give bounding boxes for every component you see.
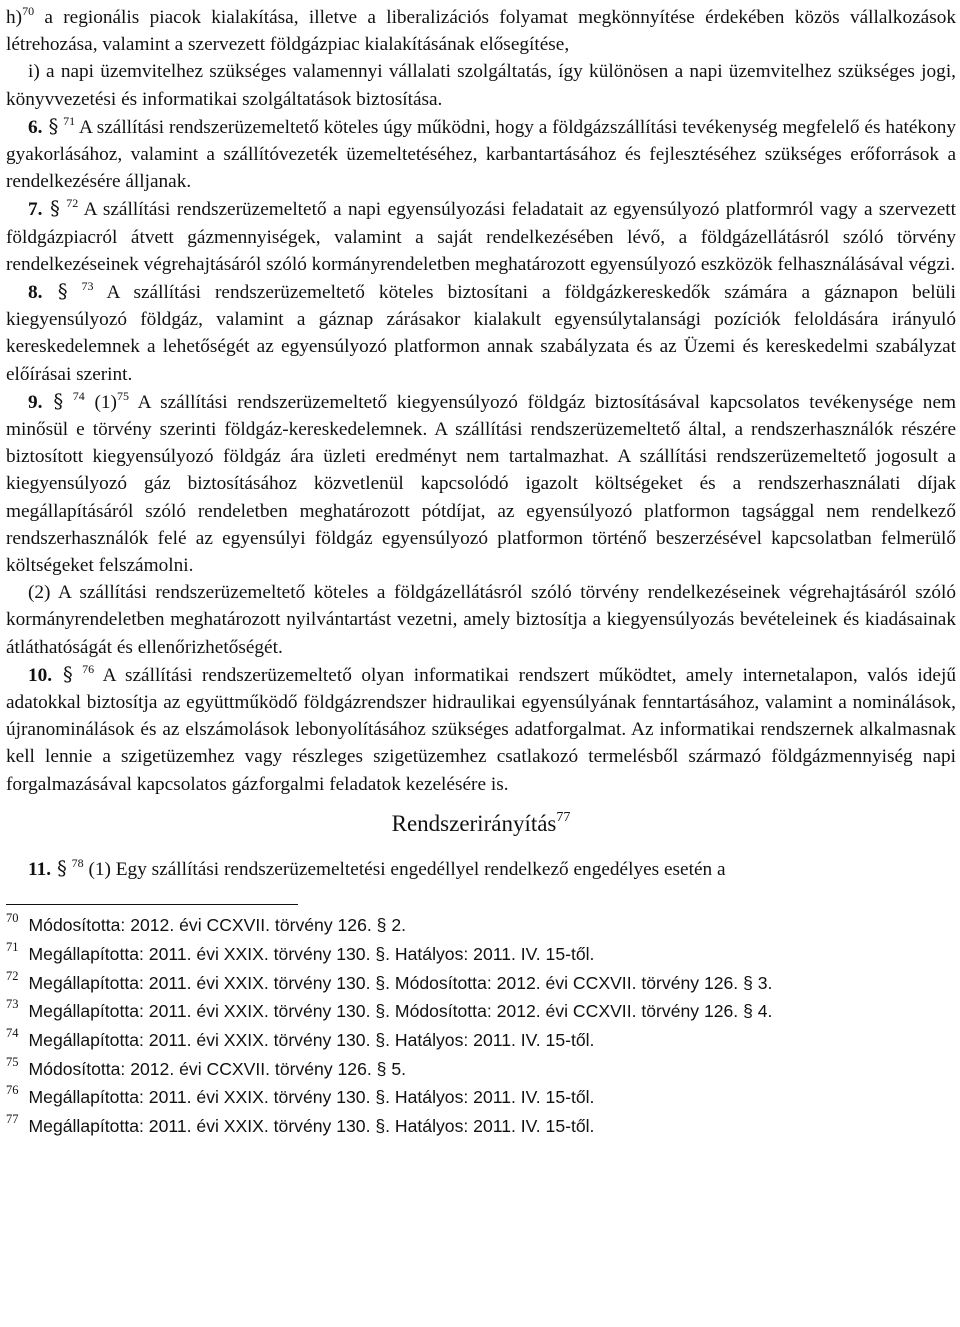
footnote-number: 76 bbox=[6, 1083, 19, 1098]
footnote-number: 74 bbox=[6, 1025, 19, 1040]
section-11-number: 11. bbox=[28, 858, 52, 880]
section-7 bbox=[6, 195, 956, 278]
footnote-text: Megállapította: 2011. évi XXIX. törvény 130. §. Módosította: 2012. évi CCXVII. törvény 126. § 3. bbox=[28, 972, 773, 993]
section-6 bbox=[6, 113, 956, 196]
footnote-number: 75 bbox=[6, 1054, 19, 1069]
section-11-symbol: § bbox=[51, 856, 67, 880]
paragraph-h bbox=[6, 4, 956, 58]
footnote-ref-78[interactable]: 78 bbox=[71, 855, 84, 870]
section-8 bbox=[6, 278, 956, 388]
footnote-77 bbox=[6, 1112, 956, 1141]
section-9 bbox=[6, 388, 956, 579]
section-10-text: A szállítási rendszerüzemeltető olyan informatikai rendszert működtet, amely internetalapon, valós idejű adatokkal biztosítja az együttműködő földgázrendszer hidraulikai egyensúlyának fenntartásához, valamint a nominálások, újranominálások és az elszámolások lebonyolításához szükséges adatforgalmat. Az informatikai rendszernek alkalmasnak kell lennie a szigetüzemhez vagy részleges szigetüzemhez csatlakozó termelésből származó földgázmennyiség napi forgalmazásával kapcsolatos gázforgalmi feladatok kezelésére is. bbox=[6, 664, 956, 795]
document-page bbox=[6, 4, 956, 1141]
footnote-ref-73[interactable]: 73 bbox=[81, 279, 94, 294]
footnote-ref-70[interactable]: 70 bbox=[22, 4, 35, 18]
section-9-symbol: § bbox=[42, 389, 64, 413]
section-10-symbol: § bbox=[52, 662, 73, 686]
paragraph-i-text: i) a napi üzemvitelhez szükséges valamennyi vállalati szolgáltatás, így különösen a napi üzemvitelhez szükséges jogi, könyvvezetési és informatikai szolgáltatások biztosítása. bbox=[6, 61, 956, 110]
footnote-text: Módosította: 2012. évi CCXVII. törvény 126. § 5. bbox=[28, 1058, 406, 1079]
footnote-72 bbox=[6, 969, 956, 998]
section-9-subsection-label: (1) bbox=[84, 391, 117, 413]
section-8-number: 8. bbox=[28, 282, 43, 304]
section-9-text: A szállítási rendszerüzemeltető kiegyensúlyozó földgáz biztosításával kapcsolatos tevékenysége nem minősül e törvény szerinti földgáz-kereskedelemnek. A szállítási rendszerüzemeltető által, a rendszerhasználók részére biztosított kiegyensúlyozó földgáz ára üzleti eredményt nem tartalmazhat. A szállítási rendszerüzemeltető jogosult a kiegyensúlyozó gáz biztosításához közvetlenül kapcsolódó igazolt költségeket és a rendszerhasználati díjak megállapításáról szóló rendeletben meghatározott pótdíjat, az egyensúlyozó platformon tagsággal nem rendelkező rendszerhasználók felé az egyensúlyi földgáz egyensúlyozó platformon történő beszerzésével kapcsolatban felmerülő költségeket felszámolni. bbox=[6, 391, 957, 577]
section-heading-text: Rendszerirányítás bbox=[391, 810, 557, 836]
footnote-ref-77[interactable]: 77 bbox=[556, 809, 571, 825]
section-9-number: 9. bbox=[28, 391, 43, 413]
footnote-text: Módosította: 2012. évi CCXVII. törvény 126. § 2. bbox=[28, 915, 406, 936]
section-7-number: 7. bbox=[28, 199, 43, 221]
footnote-number: 71 bbox=[6, 939, 19, 954]
footnote-ref-75[interactable]: 75 bbox=[116, 388, 129, 403]
section-11-text: (1) Egy szállítási rendszerüzemeltetési engedéllyel rendelkező engedélyes esetén a bbox=[83, 858, 726, 880]
item-label-h: h) bbox=[6, 7, 23, 28]
section-heading bbox=[6, 809, 956, 839]
footnote-number: 77 bbox=[6, 1112, 19, 1127]
footnote-ref-71[interactable]: 71 bbox=[63, 113, 76, 128]
footnote-71 bbox=[6, 940, 956, 969]
footnote-number: 72 bbox=[6, 968, 19, 983]
footnote-separator bbox=[6, 904, 298, 905]
section-9-subsection-2 bbox=[6, 579, 956, 661]
paragraph-h-text: a regionális piacok kialakítása, illetve a liberalizációs folyamat megkönnyítése érdekében közös vállalkozások létrehozása, valamint a szervezett földgázpiac kialakításának elősegítése, bbox=[6, 7, 956, 56]
footnote-text: Megállapította: 2011. évi XXIX. törvény 130. §. Hatályos: 2011. IV. 15-től. bbox=[28, 1087, 595, 1108]
footnote-number: 70 bbox=[6, 911, 19, 926]
footnote-ref-74[interactable]: 74 bbox=[72, 388, 85, 403]
section-8-text: A szállítási rendszerüzemeltető köteles biztosítani a földgázkereskedők számára a gáznapon belüli kiegyensúlyozó földgáz, valamint a gáznap zárásakor kialakult egyensúlytalansági pozíciók feloldására irányuló kereskedelemnek a lehetőségét az egyensúlyozó platformon annak szabályzata és az Üzemi és kereskedelmi szabályzat előírásai szerint. bbox=[6, 282, 956, 385]
footnote-text: Megállapította: 2011. évi XXIX. törvény 130. §. Hatályos: 2011. IV. 15-től. bbox=[28, 1029, 595, 1050]
section-6-symbol: § bbox=[42, 114, 59, 138]
footnote-ref-72[interactable]: 72 bbox=[66, 196, 79, 211]
section-10-number: 10. bbox=[28, 664, 53, 686]
footnote-text: Megállapította: 2011. évi XXIX. törvény 130. §. Módosította: 2012. évi CCXVII. törvény 126. § 4. bbox=[28, 1001, 773, 1022]
section-8-symbol: § bbox=[42, 280, 68, 304]
section-7-text: A szállítási rendszerüzemeltető a napi egyensúlyozási feladatait az egyensúlyozó platformról vagy a szervezett földgázpiacról átvett gázmennyiségek, valamint a saját rendelkezésében lévő, a földgázellátásról szóló törvény rendelkezéseinek végrehajtásáról szóló kormányrendeletben meghatározott egyensúlyozó eszközök felhasználásával végzi. bbox=[6, 199, 956, 275]
section-6-number: 6. bbox=[28, 116, 43, 138]
footnote-74 bbox=[6, 1026, 956, 1055]
footnote-text: Megállapította: 2011. évi XXIX. törvény 130. §. Hatályos: 2011. IV. 15-től. bbox=[28, 943, 595, 964]
footnote-76 bbox=[6, 1083, 956, 1112]
footnote-70 bbox=[6, 911, 956, 940]
paragraph-i bbox=[6, 58, 956, 112]
section-6-text: A szállítási rendszerüzemeltető köteles úgy működni, hogy a földgázszállítási tevékenység megfelelő és hatékony gyakorlásához, valamint a szállítóvezeték üzemeltetéséhez, karbantartásához és fejlesztéséhez szükséges erőforrások a rendelkezésére álljanak. bbox=[6, 116, 956, 193]
footnote-number: 73 bbox=[6, 997, 19, 1012]
footnotes bbox=[6, 911, 956, 1141]
section-7-symbol: § bbox=[42, 197, 60, 221]
footnote-ref-76[interactable]: 76 bbox=[82, 661, 95, 676]
section-11 bbox=[6, 855, 956, 883]
footnote-75 bbox=[6, 1055, 956, 1084]
section-9-2-text: (2) A szállítási rendszerüzemeltető köteles a földgázellátásról szóló törvény rendelkezéseinek végrehajtásáról szóló kormányrendeletben meghatározott nyilvántartást vezetni, amely biztosítja a kiegyensúlyozás bevételeinek és kiadásainak átláthatóságát és ellenőrizhetőségét. bbox=[6, 582, 956, 658]
footnote-73 bbox=[6, 997, 956, 1026]
section-10 bbox=[6, 661, 956, 798]
footnote-text: Megállapította: 2011. évi XXIX. törvény 130. §. Hatályos: 2011. IV. 15-től. bbox=[28, 1116, 595, 1137]
